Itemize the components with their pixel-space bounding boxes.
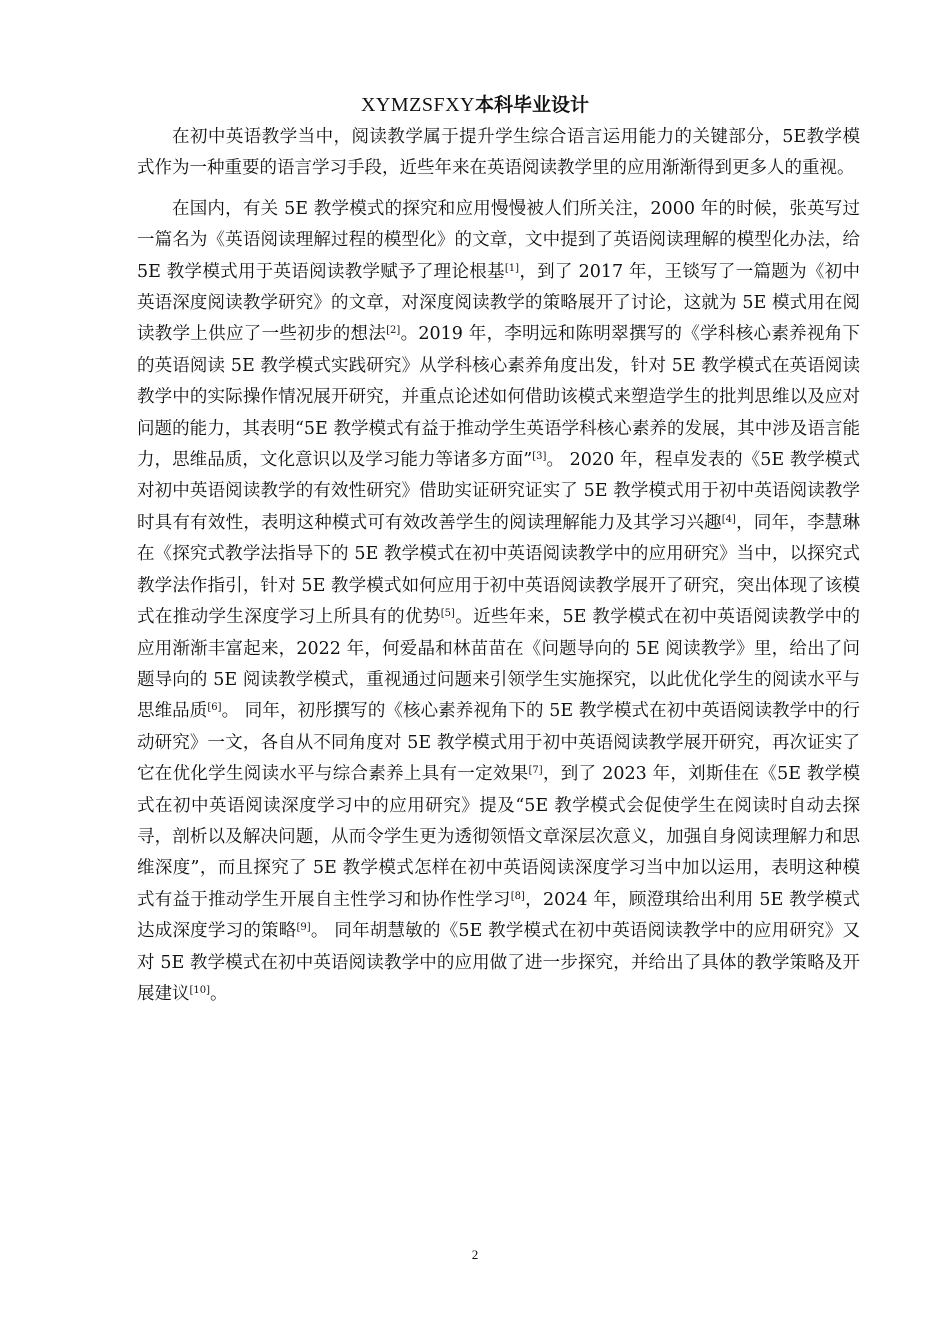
citation-reference: [9] xyxy=(296,922,311,934)
paragraph-text: 在国内，有关 5E 教学模式的探究和应用慢慢被人们所关注，2000 年的时候，张英写过一篇名为《英语阅读理解过程的模型化》的文章，文中提到了英语阅读理解的模型化办法，给 5E 教学模式用于英语阅读教学赋予了理论根基 xyxy=(137,198,860,282)
paragraph-text: ，到了 2017 年，王锬写了一篇题为《初中英语深度阅读教学研究》的文章，对深度阅读教学的策略展开了讨论，这就为 5E 模式用在阅读教学上供应了一些初步的想法 xyxy=(137,261,860,345)
citation-reference: [2] xyxy=(386,325,401,337)
page-number: 2 xyxy=(471,1247,479,1262)
paragraph-text: ，同年，李慧琳在《探究式教学法指导下的 5E 教学模式在初中英语阅读教学中的应用研究》当中，以探究式教学法作指引，针对 5E 教学模式如何应用于初中英语阅读教学展开了研究，突出体现了该模式在推动学生深度学习上所具有的优势 xyxy=(137,512,860,628)
page-header-title xyxy=(0,90,950,119)
paragraph-text: 在初中英语教学当中，阅读教学属于提升学生综合语言运用能力的关键部分，5E教学模式作为一种重要的语言学习手段，近些年来在英语阅读教学里的应用渐渐得到更多人的重视。 xyxy=(137,127,860,179)
paragraph-text: 。 同年，初彤撰写的《核心素养视角下的 5E 教学模式在初中英语阅读教学中的行动研究》一文，各自从不同角度对 5E 教学模式用于初中英语阅读教学展开研究，再次证实了它在优化学生阅读水平与综合素养上具有一定效果 xyxy=(137,701,860,785)
body-text xyxy=(137,122,860,1010)
citation-reference: [3] xyxy=(532,451,547,463)
citation-reference: [1] xyxy=(504,262,520,274)
paragraph-text: 。近些年来，5E 教学模式在初中英语阅读教学中的应用渐渐丰富起来，2022 年，何爱晶和林苗苗在《问题导向的 5E 阅读教学》里，给出了问题导向的 5E 阅读教学模式，重视通过问题来引领学生实施探究，以此优化学生的阅读水平与思维品质 xyxy=(137,607,860,722)
citation-reference: [6] xyxy=(207,702,222,714)
paragraph-text: ，到了 2023 年，刘斯佳在《5E 教学模式在初中英语阅读深度学习中的应用研究》提及“5E 教学模式会促使学生在阅读时自动去探寻，剖析以及解决问题，从而令学生更为透彻领悟文章深层次意义，加强自身阅读理解力和思维深度”，而且探究了 5E 教学模式怎样在初中英语阅读深度学习当中加以运用，表明这种模式有益于推动学生开展自主性学习和协作性学习 xyxy=(137,764,860,910)
citation-reference: [7] xyxy=(528,765,543,777)
citation-reference: [4] xyxy=(721,513,736,525)
paragraph-text: 。 xyxy=(210,983,228,1004)
citation-reference: [5] xyxy=(440,608,455,620)
body-paragraph xyxy=(137,122,860,185)
citation-reference: [8] xyxy=(510,890,525,902)
header-latin-text: XYMZSFXY xyxy=(360,94,475,116)
paragraph-text: 。 同年胡慧敏的《5E 教学模式在初中英语阅读教学中的应用研究》又对 5E 教学模式在初中英语阅读教学中的应用做了进一步探究，并给出了具体的教学策略及开展建议 xyxy=(137,921,860,1004)
body-paragraph xyxy=(137,194,860,1011)
paragraph-text: 。 2020 年，程卓发表的《5E 教学模式对初中英语阅读教学的有效性研究》借助实证研究证实了 5E 教学模式用于初中英语阅读教学时具有有效性，表明这种模式可有效改善学生的阅读理解能力及其学习兴趣 xyxy=(137,450,860,533)
paragraph-text: ，2024 年，顾澄琪给出利用 5E 教学模式达成深度学习的策略 xyxy=(137,889,860,942)
citation-reference: [10] xyxy=(189,984,211,996)
paragraph-text: 。2019 年，李明远和陈明翠撰写的《学科核心素养视角下的英语阅读 5E 教学模式实践研究》从学科核心素养角度出发，针对 5E 教学模式在英语阅读教学中的实际操作情况展开研究，并重点论述如何借助该模式来塑造学生的批判思维以及应对问题的能力，其表明“5E 教学模式有益于推动学生英语学科核心素养的发展，其中涉及语言能力，思维品质，文化意识以及学习能力等诸多方面” xyxy=(137,324,860,471)
header-chinese-text: 本科毕业设计 xyxy=(475,94,590,116)
